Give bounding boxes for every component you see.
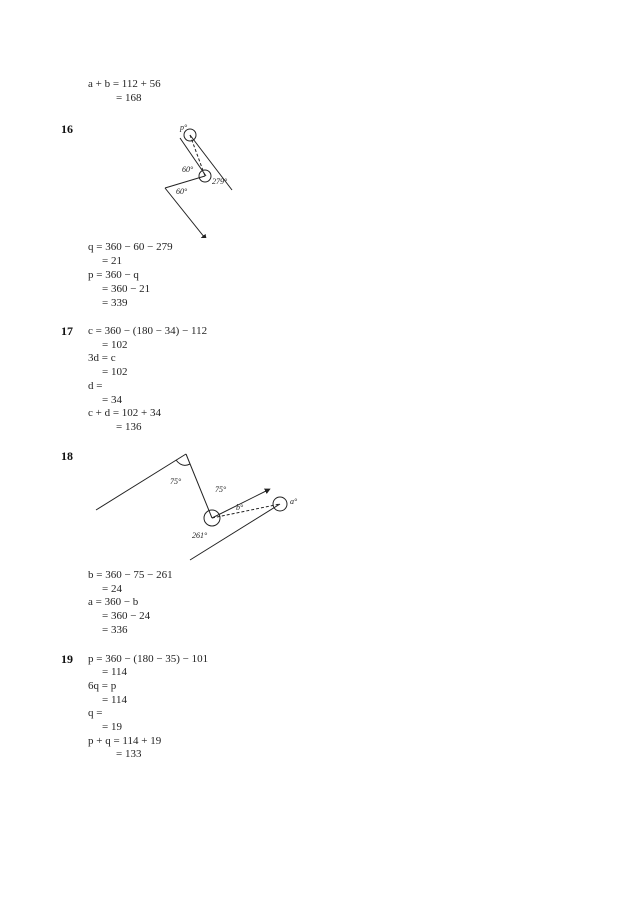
- equation-line: = 339: [102, 297, 128, 309]
- angle-label: 60°: [182, 165, 194, 174]
- equation-line: p + q = 114 + 19: [88, 735, 162, 747]
- angle-label: 60°: [176, 187, 188, 196]
- question-number-19: 19: [61, 652, 73, 666]
- q18-figure: [90, 448, 315, 566]
- equation-line: b = 360 − 75 − 261: [88, 569, 173, 581]
- equation-line: = 360 − 24: [102, 610, 151, 622]
- equation-line: a = 360 − b: [88, 596, 139, 608]
- equation-line: c + d = 102 + 34: [88, 407, 161, 419]
- equation-line: = 34: [102, 394, 122, 406]
- question-number-18: 18: [61, 449, 73, 463]
- angle-label: p°: [180, 123, 188, 132]
- equation-line: = 136: [116, 421, 142, 433]
- equation-line: q =: [88, 707, 103, 719]
- angle-arc: [176, 460, 190, 465]
- angle-label: b°: [236, 503, 244, 512]
- question-number-16: 16: [61, 122, 73, 136]
- equation-line: p = 360 − (180 − 35) − 101: [88, 653, 209, 665]
- angle-label: 75°: [215, 485, 227, 494]
- equation-line: d =: [88, 380, 103, 392]
- equation-line: 6q = p: [88, 680, 117, 692]
- equation-line: = 360 − 21: [102, 283, 151, 295]
- angle-label: 279°: [212, 177, 228, 186]
- equation-line: = 114: [102, 666, 128, 678]
- equation-line: q = 360 − 60 − 279: [88, 241, 173, 253]
- ray: [186, 454, 212, 518]
- angle-label: 261°: [192, 531, 208, 540]
- ray: [212, 504, 280, 518]
- equation-line: = 19: [102, 721, 122, 733]
- equation-line: = 133: [116, 748, 142, 760]
- question-number-17: 17: [61, 324, 73, 338]
- equation-line: = 114: [102, 694, 128, 706]
- equation-line: 3d = c: [88, 352, 116, 364]
- equation-line: = 168: [116, 92, 142, 104]
- equation-line: p = 360 − q: [88, 269, 139, 281]
- equation-line: c = 360 − (180 − 34) − 112: [88, 325, 208, 337]
- angle-label: 75°: [170, 477, 182, 486]
- equation-line: = 102: [102, 339, 128, 351]
- q16-figure: [150, 118, 250, 238]
- equation-line: = 336: [102, 624, 128, 636]
- equation-line: = 24: [102, 583, 122, 595]
- equation-line: = 102: [102, 366, 128, 378]
- equation-line: = 21: [102, 255, 122, 267]
- angle-label: a°: [290, 497, 298, 506]
- equation-line: a + b = 112 + 56: [88, 78, 161, 90]
